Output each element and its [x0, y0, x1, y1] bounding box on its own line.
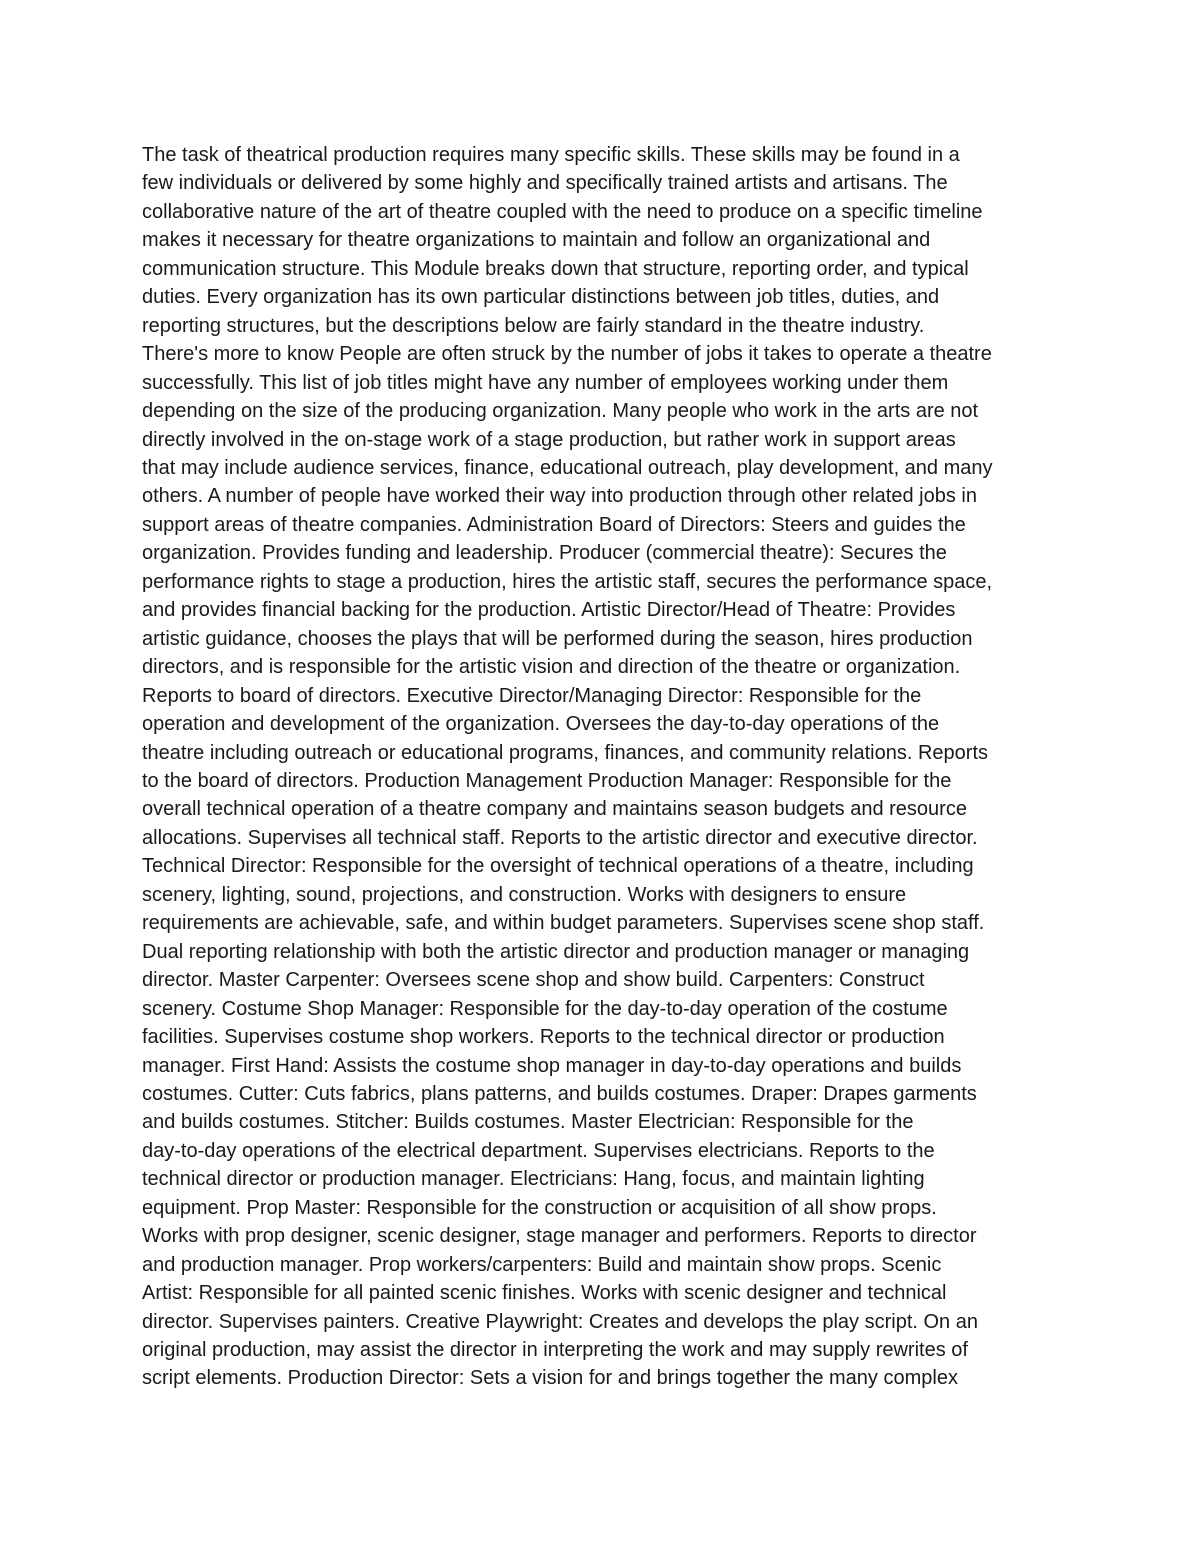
text-line: costumes. Cutter: Cuts fabrics, plans patterns, and builds costumes. Draper: Drapes garments	[142, 1082, 977, 1105]
text-line: reporting structures, but the descriptions below are fairly standard in the theatre industry.	[142, 314, 925, 337]
text-line: script elements. Production Director: Sets a vision for and brings together the many complex	[142, 1367, 958, 1390]
text-line: directly involved in the on-stage work of a stage production, but rather work in support areas	[142, 428, 956, 451]
text-line: original production, may assist the director in interpreting the work and may supply rewrites of	[142, 1339, 968, 1362]
text-line: support areas of theatre companies. Administration Board of Directors: Steers and guides the	[142, 513, 966, 536]
text-line: There's more to know People are often struck by the number of jobs it takes to operate a theatre	[142, 343, 992, 366]
text-line: scenery, lighting, sound, projections, and construction. Works with designers to ensure	[142, 883, 907, 906]
text-line: operation and development of the organization. Oversees the day-to-day operations of the	[142, 713, 940, 736]
text-line: successfully. This list of job titles might have any number of employees working under them	[142, 371, 949, 394]
text-line: allocations. Supervises all technical staff. Reports to the artistic director and executive director.	[142, 826, 978, 849]
text-line: director. Master Carpenter: Oversees scene shop and show build. Carpenters: Construct	[142, 969, 925, 992]
text-line: artistic guidance, chooses the plays that will be performed during the season, hires production	[142, 627, 973, 650]
text-line: makes it necessary for theatre organizations to maintain and follow an organizational and	[142, 229, 931, 252]
text-line: manager. First Hand: Assists the costume shop manager in day-to-day operations and builds	[142, 1054, 962, 1077]
text-line: overall technical operation of a theatre company and maintains season budgets and resource	[142, 798, 967, 821]
text-line: and provides financial backing for the production. Artistic Director/Head of Theatre: Provides	[142, 599, 956, 622]
text-line: few individuals or delivered by some highly and specifically trained artists and artisans. The	[142, 172, 948, 195]
text-line: to the board of directors. Production Management Production Manager: Responsible for the	[142, 769, 952, 792]
text-line: Works with prop designer, scenic designer, stage manager and performers. Reports to director	[142, 1225, 977, 1248]
text-line: scenery. Costume Shop Manager: Responsible for the day-to-day operation of the costume	[142, 997, 948, 1020]
text-line: others. A number of people have worked their way into production through other related jobs in	[142, 485, 977, 508]
body-paragraph	[142, 141, 1082, 1393]
text-line: requirements are achievable, safe, and within budget parameters. Supervises scene shop staff.	[142, 912, 985, 935]
text-line: Dual reporting relationship with both the artistic director and production manager or managing	[142, 940, 970, 963]
text-line: theatre including outreach or educational programs, finances, and community relations. Reports	[142, 741, 989, 764]
text-line: Reports to board of directors. Executive Director/Managing Director: Responsible for the	[142, 684, 922, 707]
text-line: directors, and is responsible for the artistic vision and direction of the theatre or organization.	[142, 656, 961, 679]
text-line: day-to-day operations of the electrical department. Supervises electricians. Reports to the	[142, 1139, 935, 1162]
text-line: collaborative nature of the art of theatre coupled with the need to produce on a specific timeline	[142, 200, 983, 223]
text-line: Technical Director: Responsible for the oversight of technical operations of a theatre, including	[142, 855, 974, 878]
text-line: technical director or production manager. Electricians: Hang, focus, and maintain lighting	[142, 1168, 925, 1191]
text-line: The task of theatrical production requires many specific skills. These skills may be found in a	[142, 144, 960, 166]
text-line: duties. Every organization has its own particular distinctions between job titles, duties, and	[142, 286, 940, 309]
text-line: that may include audience services, finance, educational outreach, play development, and many	[142, 456, 993, 479]
text-line: and builds costumes. Stitcher: Builds costumes. Master Electrician: Responsible for the	[142, 1111, 914, 1134]
text-line: communication structure. This Module breaks down that structure, reporting order, and typical	[142, 257, 969, 280]
text-line: facilities. Supervises costume shop workers. Reports to the technical director or production	[142, 1026, 945, 1049]
text-line: and production manager. Prop workers/carpenters: Build and maintain show props. Scenic	[142, 1253, 942, 1276]
text-line: director. Supervises painters. Creative Playwright: Creates and develops the play script. On an	[142, 1310, 978, 1333]
text-line: depending on the size of the producing organization. Many people who work in the arts are not	[142, 400, 979, 423]
text-line: Artist: Responsible for all painted scenic finishes. Works with scenic designer and technical	[142, 1282, 947, 1305]
text-line: organization. Provides funding and leadership. Producer (commercial theatre): Secures the	[142, 542, 947, 565]
text-line: performance rights to stage a production, hires the artistic staff, secures the performance space,	[142, 570, 993, 593]
text-line: equipment. Prop Master: Responsible for the construction or acquisition of all show props.	[142, 1196, 937, 1219]
